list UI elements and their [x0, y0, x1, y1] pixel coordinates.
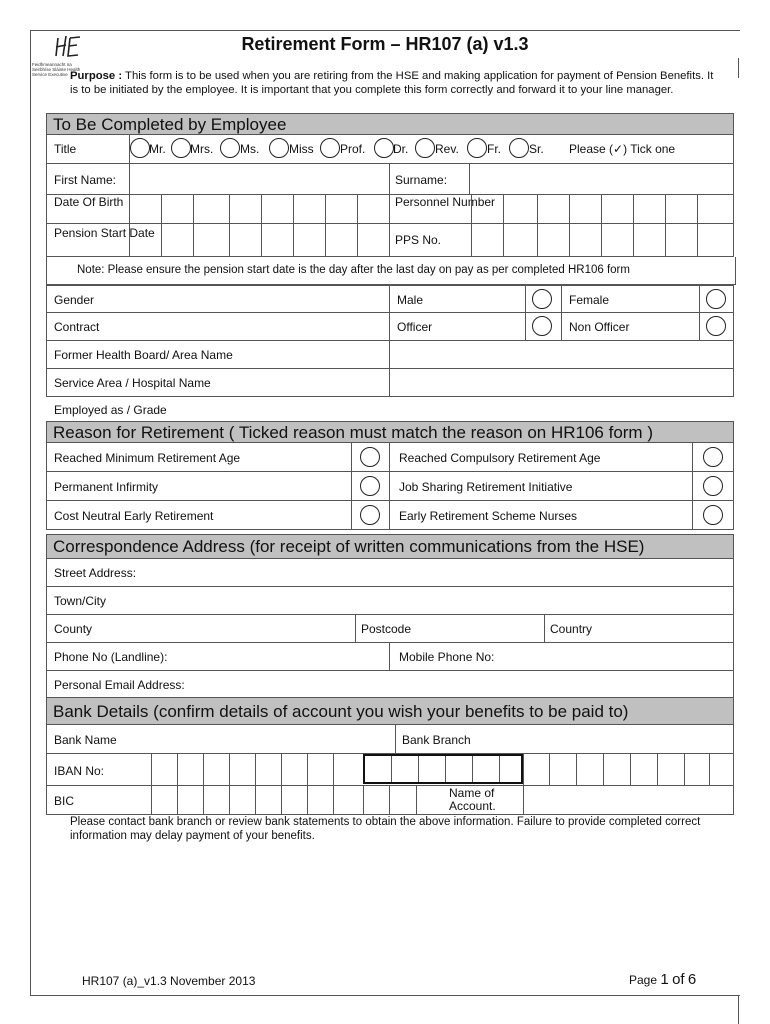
- dob-digit-5[interactable]: [261, 195, 293, 223]
- personnel-digit-3[interactable]: [537, 195, 569, 223]
- bank-name-row: [46, 725, 734, 754]
- bic-digit-4[interactable]: [229, 786, 255, 814]
- title-rev-radio[interactable]: [415, 138, 435, 158]
- pension-note-row: [46, 257, 736, 285]
- email-row[interactable]: [46, 671, 734, 699]
- retirement-row-2: [46, 472, 734, 501]
- reason-divider-right: [389, 443, 390, 471]
- iban-digit-18[interactable]: [603, 754, 630, 785]
- bank-branch-label: Bank Branch: [402, 733, 471, 747]
- dob-label: Date Of Birth: [54, 195, 124, 209]
- reason-job-sharing-label: Job Sharing Retirement Initiative: [399, 480, 573, 494]
- iban-row: [46, 754, 734, 786]
- iban-digit-11[interactable]: [418, 756, 445, 782]
- bic-digit-9[interactable]: [363, 786, 389, 814]
- male-label: Male: [397, 293, 424, 307]
- iban-digit-4[interactable]: [229, 754, 255, 785]
- iban-digit-3[interactable]: [203, 754, 229, 785]
- reason-job-sharing-radio[interactable]: [703, 476, 723, 496]
- pps-digit-8[interactable]: [697, 224, 735, 256]
- surname-label: Surname:: [395, 173, 448, 187]
- name-row: [46, 164, 734, 195]
- section-address-heading: Correspondence Address (for receipt of written communications from the HSE): [46, 534, 734, 559]
- logo-subtext: Feidhmeannacht na Seirbhíse Sláinte Health Service Executive: [32, 62, 81, 77]
- iban-digit-19[interactable]: [630, 754, 657, 785]
- bic-label: BIC: [54, 794, 75, 808]
- service-area-field[interactable]: [389, 369, 735, 396]
- page-border-right-lower: [738, 995, 739, 1024]
- mobile-divider: [389, 643, 390, 670]
- reason-min-age-radio[interactable]: [360, 447, 380, 467]
- reason-nurses-label: Early Retirement Scheme Nurses: [399, 509, 578, 523]
- title-sr-radio[interactable]: [509, 138, 529, 158]
- footer-version: HR107 (a)_v1.3 November 2013: [82, 974, 256, 988]
- iban-digit-20[interactable]: [657, 754, 684, 785]
- title-rev-label: Rev.: [435, 142, 459, 156]
- title-mrs-radio[interactable]: [171, 138, 191, 158]
- reason-divider-right: [389, 472, 390, 500]
- purpose-body: This form is to be used when you are retiring from the HSE and making application for payment of Pension Benefits. It is to be initiated by the employee. It is important that you complete this form correctly and forward it to your line manager.: [70, 70, 714, 96]
- reason-box-divider: [692, 472, 693, 500]
- reason-infirmity-radio[interactable]: [360, 476, 380, 496]
- country-divider: [544, 615, 545, 642]
- bic-digit-1[interactable]: [151, 786, 177, 814]
- reason-divider: [351, 501, 352, 529]
- pps-digit-5[interactable]: [601, 224, 633, 256]
- service-area-row: [46, 369, 734, 397]
- account-name-field[interactable]: [523, 786, 735, 814]
- country-label: Country: [550, 622, 593, 636]
- pps-digit-3[interactable]: [537, 224, 569, 256]
- iban-label: IBAN No:: [54, 764, 105, 778]
- personnel-digit-5[interactable]: [601, 195, 633, 223]
- account-name-divider: [416, 786, 417, 814]
- section-retirement-heading: Reason for Retirement ( Ticked reason must match the reason on HR106 form ): [46, 421, 734, 443]
- email-label: Personal Email Address:: [54, 678, 185, 692]
- dob-digit-1[interactable]: [129, 195, 161, 223]
- page-border-left: [30, 30, 31, 995]
- title-row: [46, 135, 734, 164]
- pension-digit-7[interactable]: [325, 224, 357, 256]
- street-row[interactable]: [46, 559, 734, 587]
- title-dr-radio[interactable]: [374, 138, 394, 158]
- non-officer-box-divider: [699, 313, 700, 340]
- iban-digit-6[interactable]: [281, 754, 307, 785]
- officer-label: Officer: [397, 320, 433, 334]
- reason-box-divider: [692, 501, 693, 529]
- page-border-top: [30, 30, 740, 31]
- female-radio[interactable]: [706, 289, 726, 309]
- iban-digit-1[interactable]: [151, 754, 177, 785]
- title-fr-radio[interactable]: [467, 138, 487, 158]
- section-bank-heading: Bank Details (confirm details of account you wish your benefits to be paid to): [46, 697, 734, 725]
- pension-start-row: [46, 224, 734, 257]
- page-total: 6: [687, 971, 697, 988]
- page-of: of: [672, 971, 685, 988]
- dob-digit-8[interactable]: [357, 195, 389, 223]
- iban-digit-8[interactable]: [333, 754, 363, 785]
- male-radio[interactable]: [532, 289, 552, 309]
- pension-digit-1[interactable]: [129, 224, 161, 256]
- iban-digit-14[interactable]: [499, 756, 523, 782]
- reason-min-age-label: Reached Minimum Retirement Age: [54, 451, 241, 465]
- dob-digit-2[interactable]: [161, 195, 193, 223]
- reason-divider-right: [389, 501, 390, 529]
- title-prof-label: Prof.: [340, 142, 366, 156]
- reason-divider: [351, 472, 352, 500]
- iban-highlight-group[interactable]: [363, 754, 523, 784]
- former-board-row: [46, 341, 734, 369]
- page-title: Retirement Form – HR107 (a) v1.3: [241, 34, 529, 54]
- dob-row: [46, 195, 734, 224]
- pension-digit-4[interactable]: [229, 224, 261, 256]
- town-label: Town/City: [54, 594, 107, 608]
- pps-digit-1[interactable]: [471, 224, 503, 256]
- title-miss-label: Miss: [289, 142, 314, 156]
- reason-compulsory-radio[interactable]: [703, 447, 723, 467]
- reason-cost-neutral-radio[interactable]: [360, 505, 380, 525]
- purpose-text: [70, 70, 720, 97]
- title-ms-radio[interactable]: [220, 138, 240, 158]
- reason-cost-neutral-label: Cost Neutral Early Retirement: [54, 509, 214, 523]
- tick-note: Please (✓) Tick one: [569, 142, 676, 156]
- iban-digit-17[interactable]: [576, 754, 603, 785]
- first-name-field[interactable]: [129, 164, 389, 194]
- dob-digit-4[interactable]: [229, 195, 261, 223]
- pps-digit-2[interactable]: [503, 224, 535, 256]
- reason-nurses-radio[interactable]: [703, 505, 723, 525]
- surname-divider: [389, 164, 390, 194]
- iban-digit-13[interactable]: [472, 756, 499, 782]
- former-board-label: Former Health Board/ Area Name: [54, 348, 233, 362]
- title-ms-label: Ms.: [240, 142, 260, 156]
- page-label: Page: [629, 973, 658, 987]
- bic-digit-8[interactable]: [333, 786, 363, 814]
- bank-branch-divider: [395, 725, 396, 753]
- title-sr-label: Sr.: [529, 142, 544, 156]
- female-box-divider: [699, 286, 700, 312]
- title-label: Title: [54, 142, 77, 156]
- officer-radio[interactable]: [532, 316, 552, 336]
- pps-digit-6[interactable]: [633, 224, 665, 256]
- bic-digit-10[interactable]: [389, 786, 416, 814]
- personnel-digit-7[interactable]: [665, 195, 697, 223]
- title-fr-label: Fr.: [487, 142, 501, 156]
- purpose-label: Purpose :: [70, 70, 123, 82]
- account-name-label: Name of Account.: [449, 786, 496, 813]
- contract-label: Contract: [54, 320, 100, 334]
- first-name-label: First Name:: [54, 173, 117, 187]
- dob-digit-7[interactable]: [325, 195, 357, 223]
- bic-row: [46, 786, 734, 815]
- iban-digit-16[interactable]: [549, 754, 576, 785]
- personnel-number-label: Personnel Number: [395, 195, 496, 209]
- contract-row: [46, 313, 734, 341]
- iban-digit-5[interactable]: [255, 754, 281, 785]
- dob-digit-6[interactable]: [293, 195, 325, 223]
- pension-digit-2[interactable]: [161, 224, 193, 256]
- personnel-divider: [389, 195, 390, 223]
- non-officer-radio[interactable]: [706, 316, 726, 336]
- dob-digit-3[interactable]: [193, 195, 225, 223]
- bic-digit-2[interactable]: [177, 786, 203, 814]
- service-area-label: Service Area / Hospital Name: [54, 376, 211, 390]
- iban-digit-10[interactable]: [391, 756, 418, 782]
- landline-label: Phone No (Landline):: [54, 650, 168, 664]
- reason-infirmity-label: Permanent Infirmity: [54, 480, 159, 494]
- page-border-bottom: [30, 995, 740, 996]
- title-dr-label: Dr.: [393, 142, 409, 156]
- pps-divider: [389, 224, 390, 256]
- iban-digit-22[interactable]: [709, 754, 735, 785]
- iban-digit-7[interactable]: [307, 754, 333, 785]
- pension-note: Note: Please ensure the pension start date is the day after the last day on pay as per completed HR106 form: [77, 264, 630, 276]
- page-current: 1: [660, 971, 669, 988]
- retirement-row-3: [46, 501, 734, 530]
- non-officer-label: Non Officer: [569, 320, 630, 334]
- bic-digit-7[interactable]: [307, 786, 333, 814]
- female-divider: [561, 286, 562, 312]
- bic-digit-5[interactable]: [255, 786, 281, 814]
- gender-divider: [389, 286, 390, 312]
- county-row: [46, 615, 734, 643]
- town-row[interactable]: [46, 587, 734, 615]
- personnel-digit-4[interactable]: [569, 195, 601, 223]
- title-miss-radio[interactable]: [269, 138, 289, 158]
- pension-digit-3[interactable]: [193, 224, 225, 256]
- former-board-field[interactable]: [389, 341, 735, 368]
- surname-field[interactable]: [469, 164, 735, 194]
- pension-digit-8[interactable]: [357, 224, 389, 256]
- personnel-digit-8[interactable]: [697, 195, 735, 223]
- iban-digit-2[interactable]: [177, 754, 203, 785]
- reason-box-divider: [692, 443, 693, 471]
- postcode-label: Postcode: [361, 622, 412, 636]
- personnel-digit-6[interactable]: [633, 195, 665, 223]
- female-label: Female: [569, 293, 610, 307]
- postcode-divider: [355, 615, 356, 642]
- title-mr-label: Mr.: [149, 142, 166, 156]
- pps-label: PPS No.: [395, 233, 442, 247]
- title-mrs-label: Mrs.: [190, 142, 214, 156]
- male-box-divider: [525, 286, 526, 312]
- contract-divider: [389, 313, 390, 340]
- bank-note: Please contact bank branch or review bank statements to obtain the above information. Failure to provide completed correct information may delay payment of your benefits.: [70, 816, 701, 842]
- gender-row: [46, 285, 734, 313]
- mobile-label: Mobile Phone No:: [399, 650, 495, 664]
- non-officer-divider: [561, 313, 562, 340]
- pension-start-label: Pension Start Date: [54, 226, 155, 240]
- personnel-digit-1[interactable]: [471, 195, 503, 223]
- gender-label: Gender: [54, 293, 95, 307]
- page-border-right: [738, 58, 739, 78]
- county-label: County: [54, 622, 93, 636]
- employed-as-label: Employed as / Grade: [54, 403, 167, 417]
- officer-box-divider: [525, 313, 526, 340]
- reason-compulsory-label: Reached Compulsory Retirement Age: [399, 451, 601, 465]
- bic-digit-3[interactable]: [203, 786, 229, 814]
- title-mr-radio[interactable]: [130, 138, 150, 158]
- page-indicator: [629, 971, 696, 988]
- iban-digit-21[interactable]: [684, 754, 709, 785]
- reason-divider: [351, 443, 352, 471]
- title-prof-radio[interactable]: [320, 138, 340, 158]
- street-label: Street Address:: [54, 566, 137, 580]
- phone-row: [46, 643, 734, 671]
- bank-name-label: Bank Name: [54, 733, 117, 747]
- section-employee-heading: To Be Completed by Employee: [46, 113, 734, 135]
- personnel-digit-2[interactable]: [503, 195, 535, 223]
- pension-digit-5[interactable]: [261, 224, 293, 256]
- pension-digit-6[interactable]: [293, 224, 325, 256]
- iban-digit-12[interactable]: [445, 756, 472, 782]
- pps-digit-4[interactable]: [569, 224, 601, 256]
- iban-digit-15[interactable]: [523, 754, 549, 785]
- retirement-row-1: [46, 443, 734, 472]
- pps-digit-7[interactable]: [665, 224, 697, 256]
- bic-digit-6[interactable]: [281, 786, 307, 814]
